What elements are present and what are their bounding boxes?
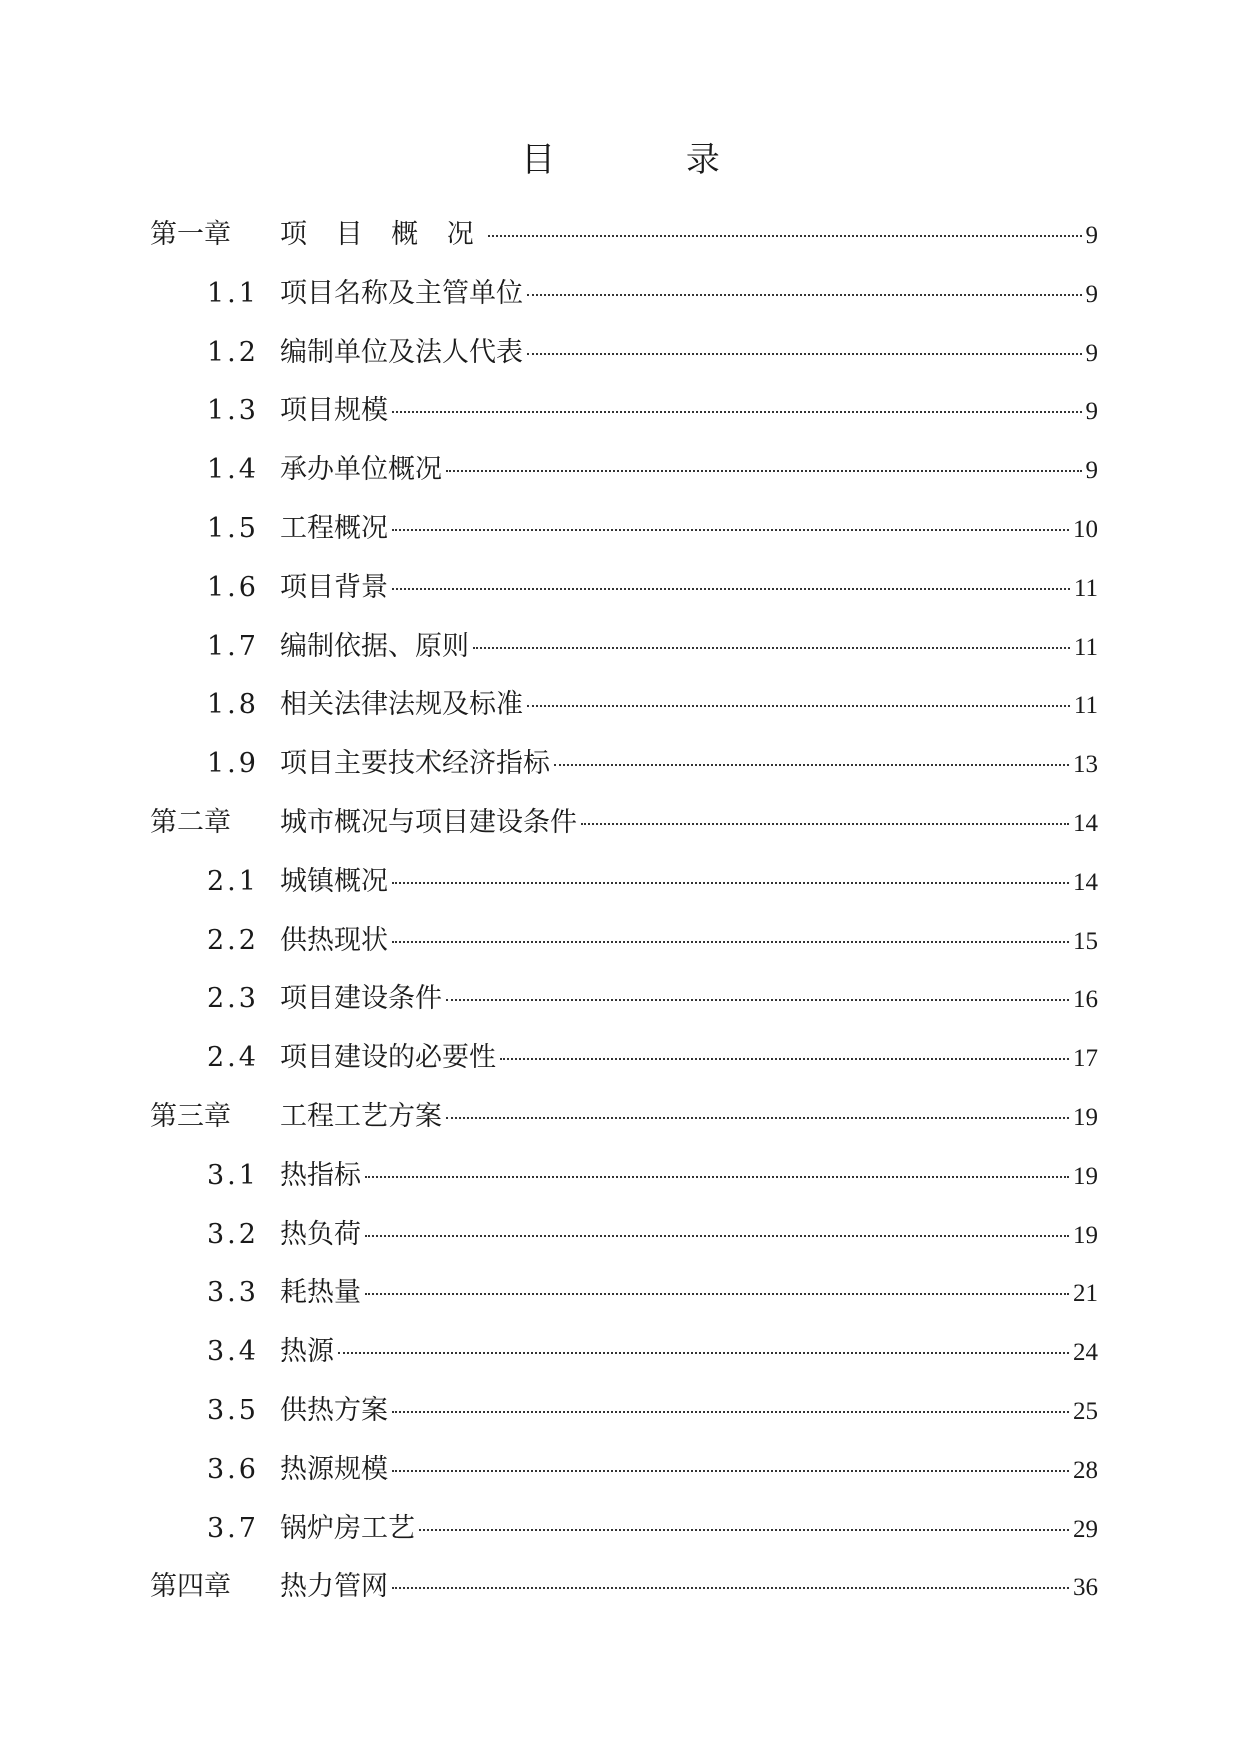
toc-entry-number: 1.1 xyxy=(207,277,259,309)
toc-entry-title: 项目背景 xyxy=(280,571,388,603)
toc-entry-page: 10 xyxy=(1073,515,1098,543)
toc-entry-page: 9 xyxy=(1085,339,1098,367)
toc-dot-leader xyxy=(392,1411,1069,1413)
toc-entry-title: 工程工艺方案 xyxy=(280,1100,442,1132)
toc-title: 目 录 xyxy=(521,140,780,180)
toc-entry[interactable] xyxy=(150,803,1098,862)
toc-entry-title: 承办单位概况 xyxy=(280,454,442,486)
toc-entry[interactable] xyxy=(150,391,1098,450)
toc-dot-leader xyxy=(392,941,1069,943)
toc-entry-title: 工程概况 xyxy=(280,512,388,544)
toc-dot-leader xyxy=(527,294,1082,296)
toc-entry-page: 29 xyxy=(1073,1515,1098,1543)
toc-entry-page: 19 xyxy=(1073,1103,1098,1131)
toc-dot-leader xyxy=(365,1293,1069,1295)
toc-entry-number: 1.6 xyxy=(207,571,259,603)
toc-entry-title: 热源规模 xyxy=(280,1453,388,1485)
toc-entry-page: 11 xyxy=(1073,692,1098,720)
toc-entry-number: 3.6 xyxy=(207,1453,259,1485)
toc-entry-title: 城镇概况 xyxy=(280,865,388,897)
toc-entry-number: 3.1 xyxy=(207,1159,259,1191)
toc-dot-leader xyxy=(419,1529,1069,1531)
toc-dot-leader xyxy=(581,823,1069,825)
toc-entry-number: 第一章 xyxy=(150,219,231,250)
toc-entry-page: 11 xyxy=(1073,574,1098,602)
toc-entry-title: 热力管网 xyxy=(280,1571,388,1603)
toc-dot-leader xyxy=(446,1117,1069,1119)
toc-entry-title: 项目建设的必要性 xyxy=(280,1042,496,1074)
toc-entry-number: 2.4 xyxy=(207,1042,259,1074)
toc-entry-number: 1.7 xyxy=(207,630,259,662)
toc-entry-number: 1.5 xyxy=(207,512,259,544)
toc-entry-page: 28 xyxy=(1073,1456,1098,1484)
toc-entry-page: 15 xyxy=(1073,927,1098,955)
toc-dot-leader xyxy=(365,1235,1069,1237)
toc-entry-title: 热负荷 xyxy=(280,1218,361,1250)
toc-entry-title: 编制单位及法人代表 xyxy=(280,336,523,368)
toc-entry[interactable] xyxy=(150,509,1098,568)
toc-dot-leader xyxy=(392,529,1069,531)
toc-entry-title: 项 目 概 况 xyxy=(280,219,484,250)
toc-entry-number: 3.2 xyxy=(207,1218,259,1250)
toc-entry[interactable] xyxy=(150,1567,1098,1626)
toc-entry-number: 1.9 xyxy=(207,748,259,780)
toc-entry[interactable] xyxy=(150,744,1098,803)
toc-entry-page: 17 xyxy=(1073,1045,1098,1073)
toc-entry-number: 1.3 xyxy=(207,395,259,427)
toc-entry-title: 耗热量 xyxy=(280,1277,361,1309)
toc-entry-page: 13 xyxy=(1073,751,1098,779)
toc-dot-leader xyxy=(473,647,1070,649)
toc-entry[interactable] xyxy=(150,1215,1098,1274)
toc-dot-leader xyxy=(446,470,1082,472)
toc-entry[interactable] xyxy=(150,1156,1098,1215)
toc-entry-number: 3.5 xyxy=(207,1394,259,1426)
toc-entry[interactable] xyxy=(150,1391,1098,1450)
toc-entry-page: 25 xyxy=(1073,1397,1098,1425)
toc-entry[interactable] xyxy=(150,1450,1098,1509)
toc-entry[interactable] xyxy=(150,921,1098,980)
toc-list xyxy=(150,215,1098,1626)
toc-entry[interactable] xyxy=(150,274,1098,333)
toc-dot-leader xyxy=(527,353,1082,355)
toc-entry-page: 19 xyxy=(1073,1162,1098,1190)
toc-entry-number: 1.4 xyxy=(207,454,259,486)
toc-entry-page: 9 xyxy=(1085,398,1098,426)
toc-dot-leader xyxy=(527,705,1070,707)
toc-entry-page: 19 xyxy=(1073,1221,1098,1249)
toc-entry-page: 14 xyxy=(1073,868,1098,896)
toc-entry[interactable] xyxy=(150,450,1098,509)
toc-entry[interactable] xyxy=(150,333,1098,392)
toc-entry-page: 9 xyxy=(1085,280,1098,308)
toc-entry-number: 3.7 xyxy=(207,1512,259,1544)
toc-entry-title: 相关法律法规及标准 xyxy=(280,689,523,721)
toc-entry[interactable] xyxy=(150,862,1098,921)
toc-entry-title: 热指标 xyxy=(280,1159,361,1191)
toc-entry-page: 14 xyxy=(1073,809,1098,837)
toc-entry-number: 3.3 xyxy=(207,1277,259,1309)
toc-entry-title: 项目建设条件 xyxy=(280,983,442,1015)
toc-dot-leader xyxy=(554,764,1069,766)
toc-entry[interactable] xyxy=(150,627,1098,686)
toc-entry-number: 2.3 xyxy=(207,983,259,1015)
toc-entry-number: 第二章 xyxy=(150,806,231,838)
toc-entry-page: 36 xyxy=(1073,1574,1098,1602)
toc-entry[interactable] xyxy=(150,1273,1098,1332)
toc-entry-number: 2.1 xyxy=(207,865,259,897)
toc-entry-number: 1.8 xyxy=(207,689,259,721)
toc-entry[interactable] xyxy=(150,1332,1098,1391)
toc-entry[interactable] xyxy=(150,979,1098,1038)
toc-dot-leader xyxy=(500,1058,1069,1060)
toc-dot-leader xyxy=(392,588,1070,590)
toc-entry-title: 锅炉房工艺 xyxy=(280,1512,415,1544)
toc-entry-title: 项目主要技术经济指标 xyxy=(280,748,550,780)
toc-dot-leader xyxy=(446,999,1069,1001)
toc-entry[interactable] xyxy=(150,685,1098,744)
toc-entry-title: 城市概况与项目建设条件 xyxy=(280,806,577,838)
toc-dot-leader xyxy=(392,411,1082,413)
toc-entry-page: 11 xyxy=(1073,633,1098,661)
toc-entry-number: 第三章 xyxy=(150,1100,231,1132)
toc-entry[interactable] xyxy=(150,1038,1098,1097)
toc-entry-page: 9 xyxy=(1085,222,1098,249)
toc-entry-title: 供热现状 xyxy=(280,924,388,956)
toc-entry[interactable] xyxy=(150,1509,1098,1568)
toc-entry-title: 编制依据、原则 xyxy=(280,630,469,662)
toc-entry-number: 1.2 xyxy=(207,336,259,368)
toc-dot-leader xyxy=(338,1352,1069,1354)
toc-dot-leader xyxy=(392,1587,1069,1589)
toc-entry-page: 9 xyxy=(1085,457,1098,485)
toc-entry-title: 项目规模 xyxy=(280,395,388,427)
toc-entry[interactable] xyxy=(150,568,1098,627)
toc-dot-leader xyxy=(392,882,1069,884)
toc-entry-number: 第四章 xyxy=(150,1571,231,1603)
toc-entry-number: 3.4 xyxy=(207,1336,259,1368)
toc-dot-leader xyxy=(365,1176,1069,1178)
toc-entry-title: 热源 xyxy=(280,1336,334,1368)
toc-entry[interactable] xyxy=(150,215,1098,274)
toc-entry-number: 2.2 xyxy=(207,924,259,956)
toc-entry-title: 供热方案 xyxy=(280,1394,388,1426)
toc-entry-page: 16 xyxy=(1073,986,1098,1014)
toc-entry-page: 21 xyxy=(1073,1280,1098,1308)
toc-entry-title: 项目名称及主管单位 xyxy=(280,277,523,309)
toc-dot-leader xyxy=(488,235,1082,237)
toc-dot-leader xyxy=(392,1470,1069,1472)
toc-entry-page: 24 xyxy=(1073,1339,1098,1367)
toc-entry[interactable] xyxy=(150,1097,1098,1156)
